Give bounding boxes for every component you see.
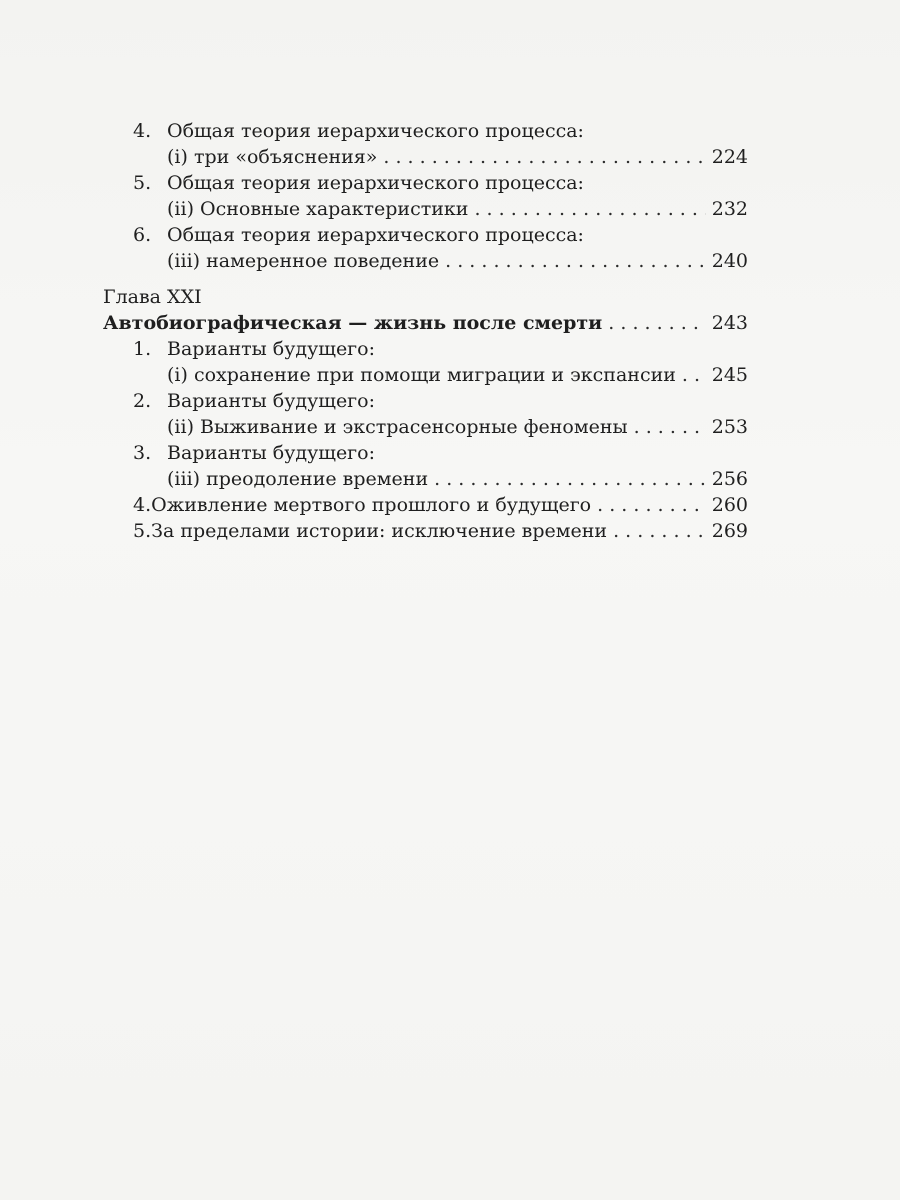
toc-entry-number: 5.	[133, 520, 152, 542]
toc-entry-subline	[103, 414, 748, 440]
toc-entry-subtitle: (ii) Выживание и экстрасенсорные феномены	[167, 416, 628, 438]
toc-entry-number: 5.	[133, 172, 152, 194]
toc-entry-subtitle: (i) сохранение при помощи миграции и экспансии	[167, 364, 676, 386]
toc-entry-title	[103, 336, 748, 362]
toc-page-number: 256	[711, 468, 748, 490]
toc-page-number: 245	[711, 364, 748, 386]
leader-dots	[597, 492, 706, 518]
leader-dots	[445, 248, 706, 274]
toc-page-number: 240	[711, 250, 748, 272]
toc-entry	[103, 518, 748, 544]
toc-entry-heading: Общая теория иерархического процесса:	[167, 224, 584, 246]
leader-dots	[682, 362, 706, 388]
toc-entry-heading: За пределами истории: исключение времени	[151, 520, 608, 542]
toc-entry-title	[103, 440, 748, 466]
leader-dots	[613, 518, 706, 544]
toc-page-number: 260	[711, 494, 748, 516]
toc-entry-heading: Варианты будущего:	[167, 338, 375, 360]
toc-entry-number: 3.	[133, 442, 152, 464]
leader-dots	[474, 196, 705, 222]
toc-entry-number: 1.	[133, 338, 152, 360]
toc-entry-heading: Общая теория иерархического процесса:	[167, 172, 584, 194]
toc-entry-subline	[103, 466, 748, 492]
leader-dots	[383, 144, 705, 170]
toc-page-number: 253	[711, 416, 748, 438]
toc-entry-number: 6.	[133, 224, 152, 246]
chapter-label: Глава XXI	[103, 286, 202, 308]
table-of-contents	[103, 118, 748, 544]
toc-entry-subtitle: (ii) Основные характеристики	[167, 198, 469, 220]
toc-entry-number: 2.	[133, 390, 152, 412]
toc-entry-subtitle: (i) три «объяснения»	[167, 146, 378, 168]
toc-entry-number: 4.	[133, 494, 152, 516]
toc-entry-heading: Оживление мертвого прошлого и будущего	[151, 494, 592, 516]
toc-entry-title	[103, 388, 748, 414]
toc-entry-subline	[103, 362, 748, 388]
toc-entry-subtitle: (iii) намеренное поведение	[167, 250, 440, 272]
toc-entry-subline	[103, 144, 748, 170]
toc-entry-number: 4.	[133, 120, 152, 142]
toc-entry-title	[103, 118, 748, 144]
leader-dots	[634, 414, 706, 440]
toc-entry	[103, 492, 748, 518]
toc-page-number: 243	[711, 312, 748, 334]
toc-page-number: 232	[711, 198, 748, 220]
toc-entry-heading: Варианты будущего:	[167, 442, 375, 464]
leader-dots	[608, 310, 705, 336]
chapter-title-row	[103, 310, 748, 336]
toc-entry-subline	[103, 196, 748, 222]
chapter-title: Автобиографическая — жизнь после смерти	[103, 312, 603, 334]
toc-entry-heading: Общая теория иерархического процесса:	[167, 120, 584, 142]
toc-page-number: 224	[711, 146, 748, 168]
toc-page-number: 269	[711, 520, 748, 542]
toc-entry-subtitle: (iii) преодоление времени	[167, 468, 429, 490]
toc-entry-subline	[103, 248, 748, 274]
leader-dots	[434, 466, 706, 492]
chapter-label-row	[103, 284, 748, 310]
toc-entry-title	[103, 222, 748, 248]
toc-entry-title	[103, 170, 748, 196]
toc-entry-heading: Варианты будущего:	[167, 390, 375, 412]
